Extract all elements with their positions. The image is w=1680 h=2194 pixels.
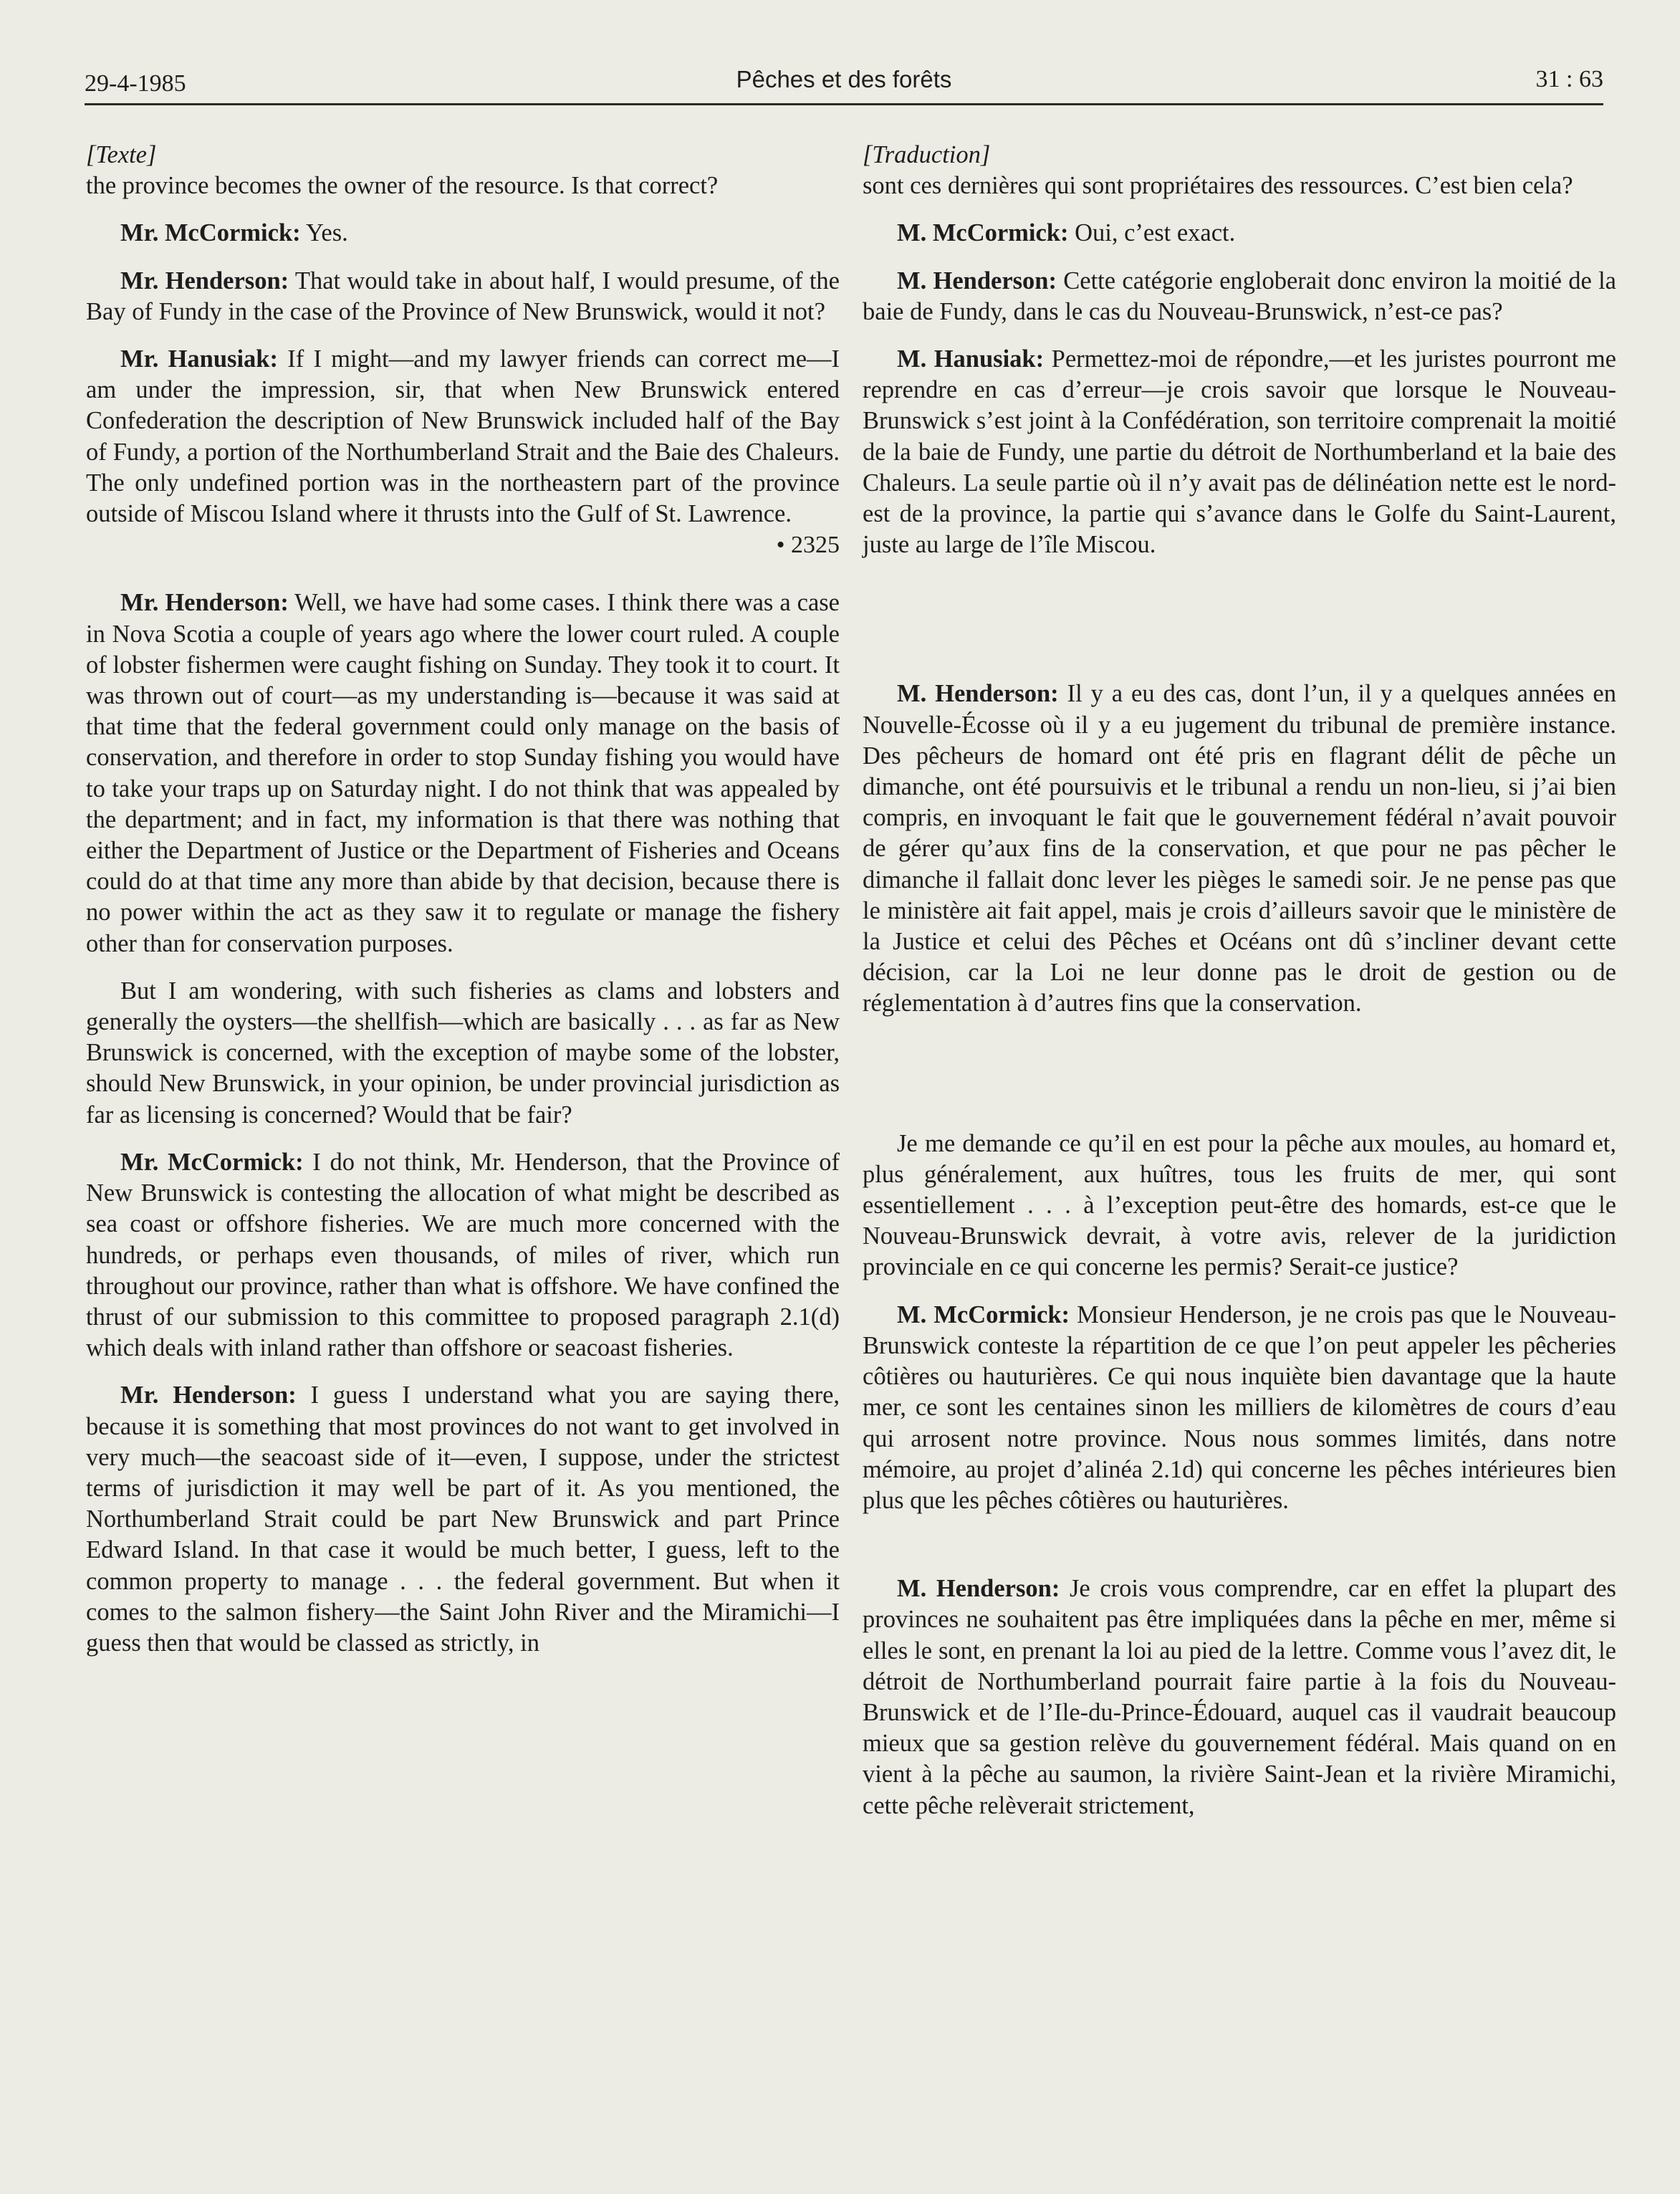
speaker-name: M. Henderson:: [897, 1575, 1060, 1603]
speech-text: Oui, c’est exact.: [1068, 219, 1236, 247]
header-page-ref: 31 : 63: [1535, 66, 1603, 92]
page-header: [85, 66, 1603, 105]
speaker-name: M. Henderson:: [897, 680, 1059, 708]
time-marker: • 2325: [776, 532, 840, 559]
speech-text: If I might—and my lawyer friends can correct me—I am under the impression, sir, that when New Brunswick entered Confederation the description of New Brunswick included half of the Bay of Fundy, a portion of the Northumberland Strait and the Baie des Chaleurs. The only undefined portion was in the northeastern part of the province outside of Miscou Island where it thrusts into the Gulf of St. Lawrence.: [86, 345, 840, 528]
speaker-name: Mr. McCormick:: [120, 1148, 304, 1176]
speech-text: Permettez-moi de répondre,—et les juristes pourront me reprendre en cas d’erreur—je crois savoir que lorsque le Nouveau-Brunswick s’est joint à la Confédération, son territoire comprenait la moitié de la baie de Fundy, une partie du détroit de Northumberland et la baie des Chaleurs. La seule partie où il n’y avait pas de délinéation nette est le nord-est de la province, la partie qui s’avance dans le Golfe du Saint-Laurent, juste au large de l’île Miscou.: [863, 345, 1616, 559]
speech-paragraph: [863, 1573, 1616, 1821]
speech-paragraph: [86, 1147, 840, 1364]
speech-paragraph: [863, 218, 1616, 249]
speech-paragraph: [863, 266, 1616, 327]
speech-paragraph: [86, 266, 840, 327]
speech-text: That would take in about half, I would presume, of the Bay of Fundy in the case of the Province of New Brunswick, would it not?: [86, 267, 840, 325]
language-label: [Texte]: [86, 141, 157, 168]
speech-paragraph: [86, 1380, 840, 1659]
speech-text: I guess I understand what you are saying there, because it is something that most provinces do not want to get involved in very much—the seacoast side of it—even, I suppose, under the strictest terms of jurisdiction it may well be part of it. As you mentioned, the Northumberland Strait could be part New Brunswick and part Prince Edward Island. In that case it would be much better, I guess, left to the common property to manage . . . the federal government. But when it comes to the salmon fishery—the Saint John River and the Miramichi—I guess then that would be classed as strictly, in: [86, 1381, 840, 1657]
speech-text: Yes.: [300, 219, 348, 247]
speech-paragraph: [86, 218, 840, 249]
speaker-name: Mr. Henderson:: [120, 267, 289, 294]
speech-paragraph: [86, 344, 840, 530]
header-date: 29-4-1985: [85, 70, 186, 97]
paragraph: Je me demande ce qu’il en est pour la pêche aux moules, au homard et, plus généralement, aux huîtres, tous les fruits de mer, qui sont essentiellement . . . à l’exception peut-être des homards, est-ce que le Nouveau-Brunswick devrait, à votre avis, relever de la juridiction provinciale en ce qui concerne les permis? Serait-ce justice?: [863, 1129, 1616, 1281]
paragraph: sont ces dernières qui sont propriétaires des ressources. C’est bien cela?: [863, 172, 1573, 200]
french-column: [863, 140, 1616, 1821]
speech-text: Il y a eu des cas, dont l’un, il y a quelques années en Nouvelle-Écosse où il y a eu jugement du tribunal de première instance. Des pêcheurs de homard ont été pris en flagrant délit de pêche un dimanche, ont été poursuivis et le tribunal a rendu un non-lieu, si j’ai bien compris, en invoquant le fait que le gouvernement fédéral n’avait pouvoir de gérer qu’aux fins de la conservation, et que pour ne pas pêcher le dimanche il fallait donc lever les pièges le samedi soir. Je ne pense pas que le ministère ait fait appel, mais je crois d’ailleurs savoir que le ministère de la Justice et celui des Pêches et Océans ont dû s’incliner devant cette décision, car la Loi ne leur donne pas le droit de gestion ou de réglementation à d’autres fins que la conservation.: [863, 680, 1616, 1017]
speech-text: Monsieur Henderson, je ne crois pas que le Nouveau-Brunswick conteste la répartition de ce que l’on peut appeler les pêcheries côtières ou hauturières. Ce qui nous inquiète bien davantage que la haute mer, ce sont les centaines sinon les milliers de kilomètres de cours d’eau qui arrosent notre province. Nous nous sommes limités, dans notre mémoire, au projet d’alinéa 2.1d) qui concerne les pêches intérieures bien plus que les pêches côtières ou hauturières.: [863, 1300, 1616, 1514]
speech-paragraph: [863, 679, 1616, 1019]
speaker-name: M. McCormick:: [897, 1300, 1070, 1328]
speech-paragraph: [863, 1300, 1616, 1516]
english-column: [86, 140, 840, 1659]
speech-paragraph: [863, 344, 1616, 560]
speech-text: I do not think, Mr. Henderson, that the Province of New Brunswick is contesting the allocation of what might be described as sea coast or offshore fisheries. We are much more concerned with the hundreds, or perhaps even thousands, of miles of river, which run throughout our province, rather than what is offshore. We have confined the thrust of our submission to this committee to proposed paragraph 2.1(d) which deals with inland rather than offshore or seacoast fisheries.: [86, 1148, 840, 1362]
speaker-name: Mr. Henderson:: [120, 1381, 297, 1409]
speech-text: Well, we have had some cases. I think there was a case in Nova Scotia a couple of years ago where the lower court ruled. A couple of lobster fishermen were caught fishing on Sunday. They took it to court. It was thrown out of court—as my understanding is—because it was said at that time that the federal government could only manage on the basis of conservation, and therefore in order to stop Sunday fishing you would have to take your traps up on Saturday night. I do not think that was appealed by the department; and in fact, my information is that there was nothing that either the Department of Justice or the Department of Fisheries and Oceans could do at that time any more than abide by that decision, because there is no power within the act as they saw it to regulate or manage the fishery other than for conservation purposes.: [86, 589, 840, 957]
speech-paragraph: [86, 588, 840, 959]
speaker-name: M. McCormick:: [897, 219, 1069, 247]
header-title: Pêches et des forêts: [736, 66, 952, 92]
speaker-name: Mr. McCormick:: [120, 219, 301, 247]
paragraph: the province becomes the owner of the resource. Is that correct?: [86, 172, 719, 200]
paragraph: But I am wondering, with such fisheries as clams and lobsters and generally the oysters—the shellfish—which are basically . . . as far as New Brunswick is concerned, with the exception of maybe some of the lobster, should New Brunswick, in your opinion, be under provincial jurisdiction as far as licensing is concerned? Would that be fair?: [86, 977, 840, 1129]
speech-text: Cette catégorie engloberait donc environ la moitié de la baie de Fundy, dans le cas du Nouveau-Brunswick, n’est-ce pas?: [863, 267, 1616, 325]
speaker-name: M. Henderson:: [897, 267, 1057, 294]
speech-text: Je crois vous comprendre, car en effet la plupart des provinces ne souhaitent pas être impliquées dans la pêche en mer, même si elles le sont, en prenant la loi au pied de la lettre. Comme vous l’avez dit, le détroit de Northumberland pourrait faire partie à la fois du Nouveau-Brunswick et de l’Ile-du-Prince-Édouard, auquel cas il vaudrait beaucoup mieux que sa gestion relève du gouvernement fédéral. Mais quand on en vient à la pêche au saumon, la rivière Saint-Jean et la rivière Miramichi, cette pêche relèverait strictement,: [863, 1575, 1616, 1819]
language-label: [Traduction]: [863, 141, 991, 168]
speaker-name: Mr. Hanusiak:: [120, 345, 278, 373]
speaker-name: Mr. Henderson:: [120, 589, 289, 617]
speaker-name: M. Hanusiak:: [897, 345, 1045, 373]
